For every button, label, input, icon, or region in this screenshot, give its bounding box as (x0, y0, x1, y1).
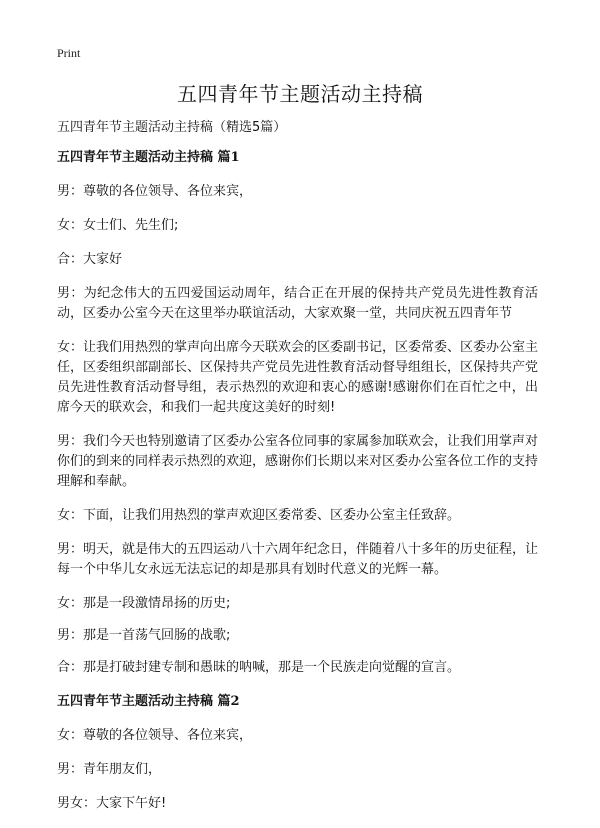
paragraph: 合：那是打破封建专制和愚昧的呐喊，那是一个民族走向觉醒的宣言。 (57, 660, 461, 675)
paragraph: 女：尊敬的各位领导、各位来宾， (57, 728, 253, 743)
paragraph: 男：明天，就是伟大的五四运动八十六周年纪念日，伴随着八十多年的历史征程，让每一个中华儿女永远无法忘记的却是那具有划时代意义的光辉一幕。 (57, 542, 539, 577)
paragraph: 男：那是一首荡气回肠的战歌; (57, 628, 231, 643)
paragraph: 男：我们今天也特别邀请了区委办公室各位同事的家属参加联欢会，让我们用掌声对你们的到来的同样表示热烈的欢迎，感谢你们长期以来对区委办公室各位工作的支持理解和奉献。 (57, 434, 539, 489)
section-heading: 五四青年节主题活动主持稿 篇1 (57, 150, 240, 165)
paragraph: 男女：大家下午好! (57, 796, 167, 811)
document-subtitle: 五四青年节主题活动主持稿（精选5篇） (57, 120, 287, 135)
paragraph: 男：为纪念伟大的五四爱国运动周年，结合正在开展的保持共产党员先进性教育活动，区委办公室今天在这里举办联谊活动，大家欢聚一堂，共同庆祝五四青年节 (57, 286, 538, 321)
paragraph: 女：那是一段激情昂扬的历史; (57, 596, 231, 611)
print-link[interactable]: Print (57, 46, 81, 60)
document-body (57, 118, 538, 828)
paragraph: 男：尊敬的各位领导、各位来宾， (57, 184, 253, 199)
paragraph: 男：青年朋友们， (57, 762, 162, 777)
paragraph: 女：让我们用热烈的掌声向出席今天联欢会的区委副书记，区委常委、区委办公室主任，区委组织部副部长、区保持共产党员先进性教育活动督导组组长，区保持共产党员先进性教育活动督导组，表示热烈的欢迎和衷心的感谢!感谢你们在百忙之中，出席今天的联欢会，和我们一起共度这美好的时刻! (57, 340, 539, 415)
paragraph: 女：下面，让我们用热烈的掌声欢迎区委常委、区委办公室主任致辞。 (57, 508, 461, 523)
section-heading: 五四青年节主题活动主持稿 篇2 (57, 694, 240, 709)
section-1 (57, 148, 538, 678)
section-2 (57, 692, 538, 814)
paragraph: 女：女士们、先生们; (57, 218, 179, 233)
page-title: 五四青年节主题活动主持稿 (177, 82, 423, 106)
paragraph: 合：大家好 (57, 252, 123, 267)
